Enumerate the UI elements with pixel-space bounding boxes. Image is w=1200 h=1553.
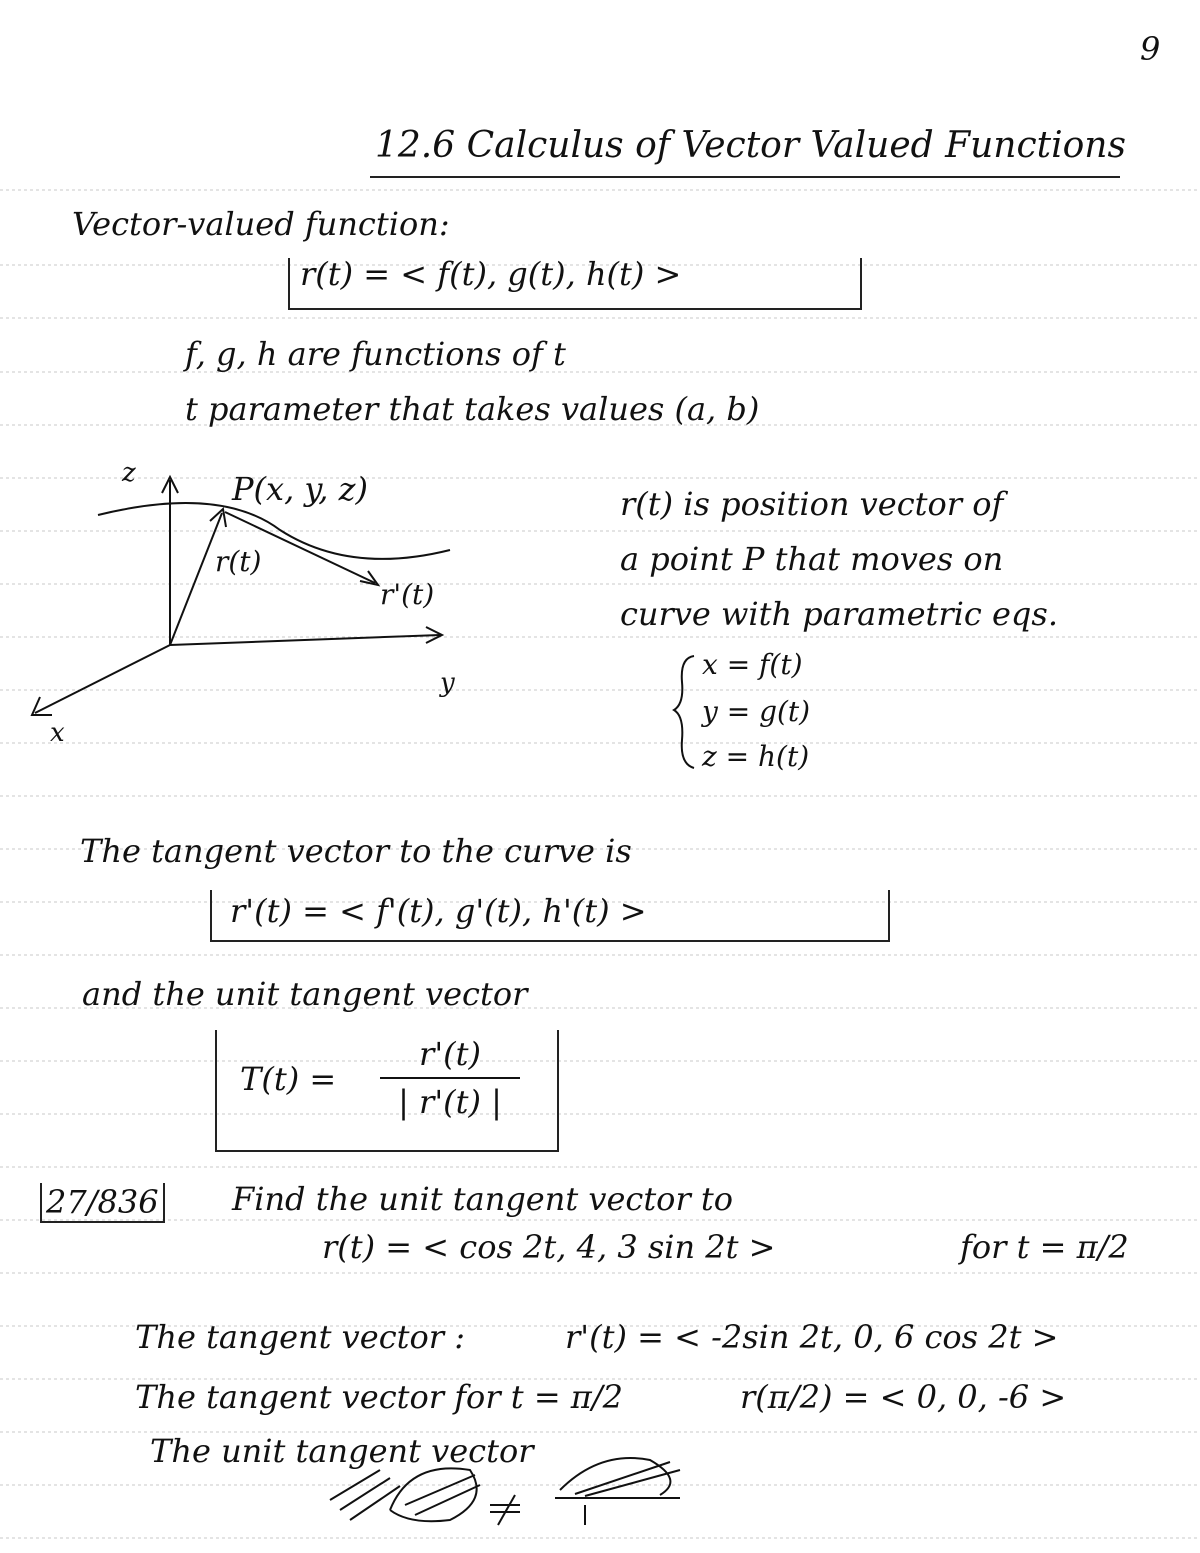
crossed-out-work	[320, 1450, 700, 1530]
solution-line2-label: The tangent vector for t = π/2	[135, 1378, 623, 1416]
definition-box	[288, 258, 862, 310]
system-brace	[672, 652, 700, 772]
note-parameter: t parameter that takes values (a, b)	[185, 390, 760, 428]
definition-formula: r(t) = < f(t), g(t), h(t) >	[300, 255, 682, 293]
unit-tangent-lhs: T(t) =	[240, 1060, 337, 1098]
solution-line1-value: r'(t) = < -2sin 2t, 0, 6 cos 2t >	[565, 1318, 1059, 1356]
position-vector-label: r(t)	[215, 545, 262, 578]
example-number: 27/836	[40, 1183, 165, 1223]
position-note-line1: r(t) is position vector of	[620, 485, 1004, 523]
point-label: P(x, y, z)	[232, 470, 368, 508]
position-note-line3: curve with parametric eqs.	[620, 595, 1058, 633]
z-axis-label: z	[122, 458, 136, 488]
unit-tangent-denominator: | r'(t) |	[398, 1083, 502, 1121]
unit-tangent-numerator: r'(t)	[419, 1035, 481, 1073]
page-number: 9	[1140, 30, 1161, 68]
equation-y: y = g(t)	[702, 695, 811, 728]
position-note-line2: a point P that moves on	[620, 540, 1004, 578]
example-function: r(t) = < cos 2t, 4, 3 sin 2t >	[322, 1228, 776, 1266]
tangent-formula: r'(t) = < f'(t), g'(t), h'(t) >	[230, 892, 647, 930]
solution-line3-label: The unit tangent vector	[150, 1432, 534, 1470]
y-axis-label: y	[440, 668, 455, 698]
tangent-formula-box	[210, 890, 890, 942]
unit-tangent-sentence: and the unit tangent vector	[82, 975, 528, 1013]
section-heading: Vector-valued function:	[72, 205, 450, 243]
example-at-value: for t = π/2	[960, 1228, 1129, 1266]
tangent-vector-label: r'(t)	[380, 578, 435, 611]
note-functions: f, g, h are functions of t	[185, 335, 566, 373]
fraction-bar	[380, 1077, 520, 1079]
tangent-sentence: The tangent vector to the curve is	[80, 832, 632, 870]
unit-tangent-fraction	[380, 1035, 520, 1121]
title-underline	[370, 174, 1130, 180]
equation-z: z = h(t)	[702, 740, 810, 773]
page-title: 12.6 Calculus of Vector Valued Functions	[375, 125, 1126, 166]
solution-line2-value: r(π/2) = < 0, 0, -6 >	[740, 1378, 1067, 1416]
equation-x: x = f(t)	[702, 648, 803, 681]
solution-line1-label: The tangent vector :	[135, 1318, 465, 1356]
x-axis-label: x	[50, 718, 65, 748]
example-prompt: Find the unit tangent vector to	[232, 1180, 734, 1218]
